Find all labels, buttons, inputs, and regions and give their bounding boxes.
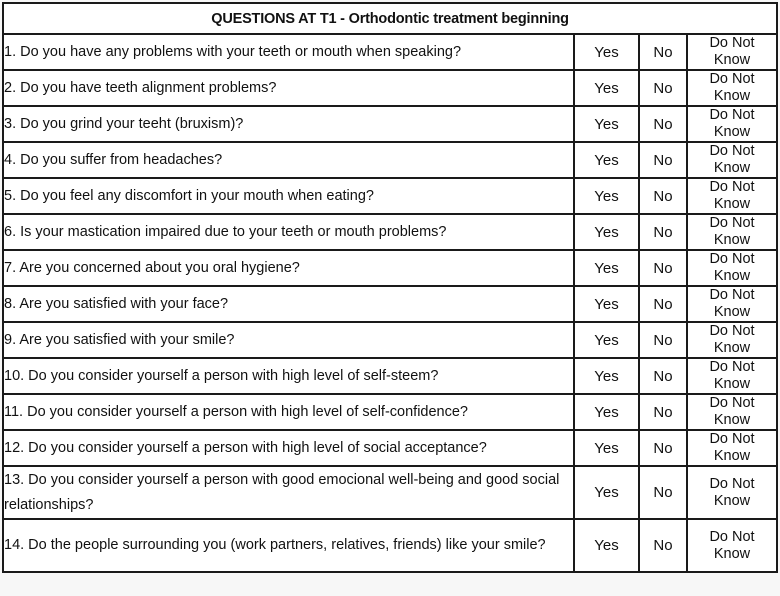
- answer-do-not-know[interactable]: [687, 106, 777, 142]
- answer-no[interactable]: No: [639, 286, 687, 322]
- answer-do-not-know[interactable]: [687, 214, 777, 250]
- answer-no[interactable]: No: [639, 394, 687, 430]
- dnk-line2: Know: [713, 52, 751, 68]
- question-text: 3. Do you grind your teeht (bruxism)?: [3, 106, 574, 142]
- dnk-line1: Do Not: [709, 395, 755, 411]
- answer-yes[interactable]: Yes: [574, 286, 639, 322]
- dnk-line2: Know: [713, 492, 751, 509]
- questionnaire-table: [2, 2, 778, 573]
- answer-no[interactable]: No: [639, 34, 687, 70]
- dnk-line1: Do Not: [709, 431, 755, 447]
- answer-do-not-know[interactable]: [687, 286, 777, 322]
- table-row: [3, 358, 777, 394]
- answer-do-not-know[interactable]: [687, 250, 777, 286]
- answer-yes[interactable]: Yes: [574, 70, 639, 106]
- dnk-line1: Do Not: [709, 71, 755, 87]
- answer-no[interactable]: No: [639, 430, 687, 466]
- answer-do-not-know[interactable]: [687, 322, 777, 358]
- table-row: [3, 394, 777, 430]
- dnk-line2: Know: [713, 88, 751, 104]
- question-text: 8. Are you satisfied with your face?: [3, 286, 574, 322]
- answer-no[interactable]: No: [639, 250, 687, 286]
- table-row: [3, 106, 777, 142]
- question-text: 12. Do you consider yourself a person with high level of social acceptance?: [3, 430, 574, 466]
- table-row: [3, 519, 777, 572]
- answer-no[interactable]: No: [639, 358, 687, 394]
- answer-no[interactable]: No: [639, 214, 687, 250]
- question-text: 9. Are you satisfied with your smile?: [3, 322, 574, 358]
- answer-yes[interactable]: Yes: [574, 250, 639, 286]
- answer-yes[interactable]: Yes: [574, 214, 639, 250]
- question-rows: [3, 34, 777, 572]
- question-text: 1. Do you have any problems with your teeth or mouth when speaking?: [3, 34, 574, 70]
- answer-do-not-know[interactable]: [687, 394, 777, 430]
- dnk-line2: Know: [713, 124, 751, 140]
- question-text: 14. Do the people surrounding you (work partners, relatives, friends) like your smile?: [3, 519, 574, 572]
- question-text: 6. Is your mastication impaired due to your teeth or mouth problems?: [3, 214, 574, 250]
- answer-no[interactable]: No: [639, 178, 687, 214]
- answer-do-not-know[interactable]: [687, 466, 777, 519]
- answer-yes[interactable]: Yes: [574, 142, 639, 178]
- dnk-line1: Do Not: [709, 215, 755, 231]
- dnk-line2: Know: [713, 340, 751, 356]
- question-text: 7. Are you concerned about you oral hygiene?: [3, 250, 574, 286]
- table-row: [3, 430, 777, 466]
- dnk-line1: Do Not: [709, 528, 755, 545]
- answer-do-not-know[interactable]: [687, 142, 777, 178]
- dnk-line2: Know: [713, 160, 751, 176]
- answer-do-not-know[interactable]: [687, 70, 777, 106]
- answer-yes[interactable]: Yes: [574, 430, 639, 466]
- answer-yes[interactable]: Yes: [574, 466, 639, 519]
- dnk-line2: Know: [713, 232, 751, 248]
- answer-do-not-know[interactable]: [687, 34, 777, 70]
- dnk-line2: Know: [713, 545, 751, 562]
- answer-do-not-know[interactable]: [687, 519, 777, 572]
- dnk-line1: Do Not: [709, 251, 755, 267]
- dnk-line2: Know: [713, 448, 751, 464]
- answer-yes[interactable]: Yes: [574, 106, 639, 142]
- question-text: 13. Do you consider yourself a person with good emocional well-being and good social relationships?: [3, 466, 574, 519]
- dnk-line2: Know: [713, 304, 751, 320]
- dnk-line1: Do Not: [709, 107, 755, 123]
- answer-no[interactable]: No: [639, 322, 687, 358]
- answer-yes[interactable]: Yes: [574, 358, 639, 394]
- dnk-line2: Know: [713, 412, 751, 428]
- dnk-line1: Do Not: [709, 323, 755, 339]
- question-text: 10. Do you consider yourself a person with high level of self-steem?: [3, 358, 574, 394]
- question-text: 4. Do you suffer from headaches?: [3, 142, 574, 178]
- dnk-line2: Know: [713, 196, 751, 212]
- question-text: 2. Do you have teeth alignment problems?: [3, 70, 574, 106]
- table-row: [3, 286, 777, 322]
- dnk-line1: Do Not: [709, 359, 755, 375]
- answer-do-not-know[interactable]: [687, 358, 777, 394]
- question-text: 5. Do you feel any discomfort in your mouth when eating?: [3, 178, 574, 214]
- dnk-line2: Know: [713, 376, 751, 392]
- dnk-line1: Do Not: [709, 475, 755, 492]
- table-row: [3, 178, 777, 214]
- table-row: [3, 322, 777, 358]
- answer-yes[interactable]: Yes: [574, 394, 639, 430]
- answer-yes[interactable]: Yes: [574, 519, 639, 572]
- dnk-line1: Do Not: [709, 179, 755, 195]
- table-row: [3, 466, 777, 519]
- answer-no[interactable]: No: [639, 466, 687, 519]
- answer-yes[interactable]: Yes: [574, 34, 639, 70]
- answer-do-not-know[interactable]: [687, 430, 777, 466]
- dnk-line1: Do Not: [709, 287, 755, 303]
- table-row: [3, 34, 777, 70]
- dnk-line1: Do Not: [709, 143, 755, 159]
- answer-yes[interactable]: Yes: [574, 322, 639, 358]
- answer-no[interactable]: No: [639, 142, 687, 178]
- dnk-line1: Do Not: [709, 35, 755, 51]
- answer-do-not-know[interactable]: [687, 178, 777, 214]
- answer-yes[interactable]: Yes: [574, 178, 639, 214]
- question-text: 11. Do you consider yourself a person with high level of self-confidence?: [3, 394, 574, 430]
- dnk-line2: Know: [713, 268, 751, 284]
- table-row: [3, 250, 777, 286]
- table-row: [3, 70, 777, 106]
- answer-no[interactable]: No: [639, 70, 687, 106]
- table-row: [3, 142, 777, 178]
- table-title: QUESTIONS AT T1 - Orthodontic treatment beginning: [3, 3, 777, 34]
- table-row: [3, 214, 777, 250]
- answer-no[interactable]: No: [639, 106, 687, 142]
- answer-no[interactable]: No: [639, 519, 687, 572]
